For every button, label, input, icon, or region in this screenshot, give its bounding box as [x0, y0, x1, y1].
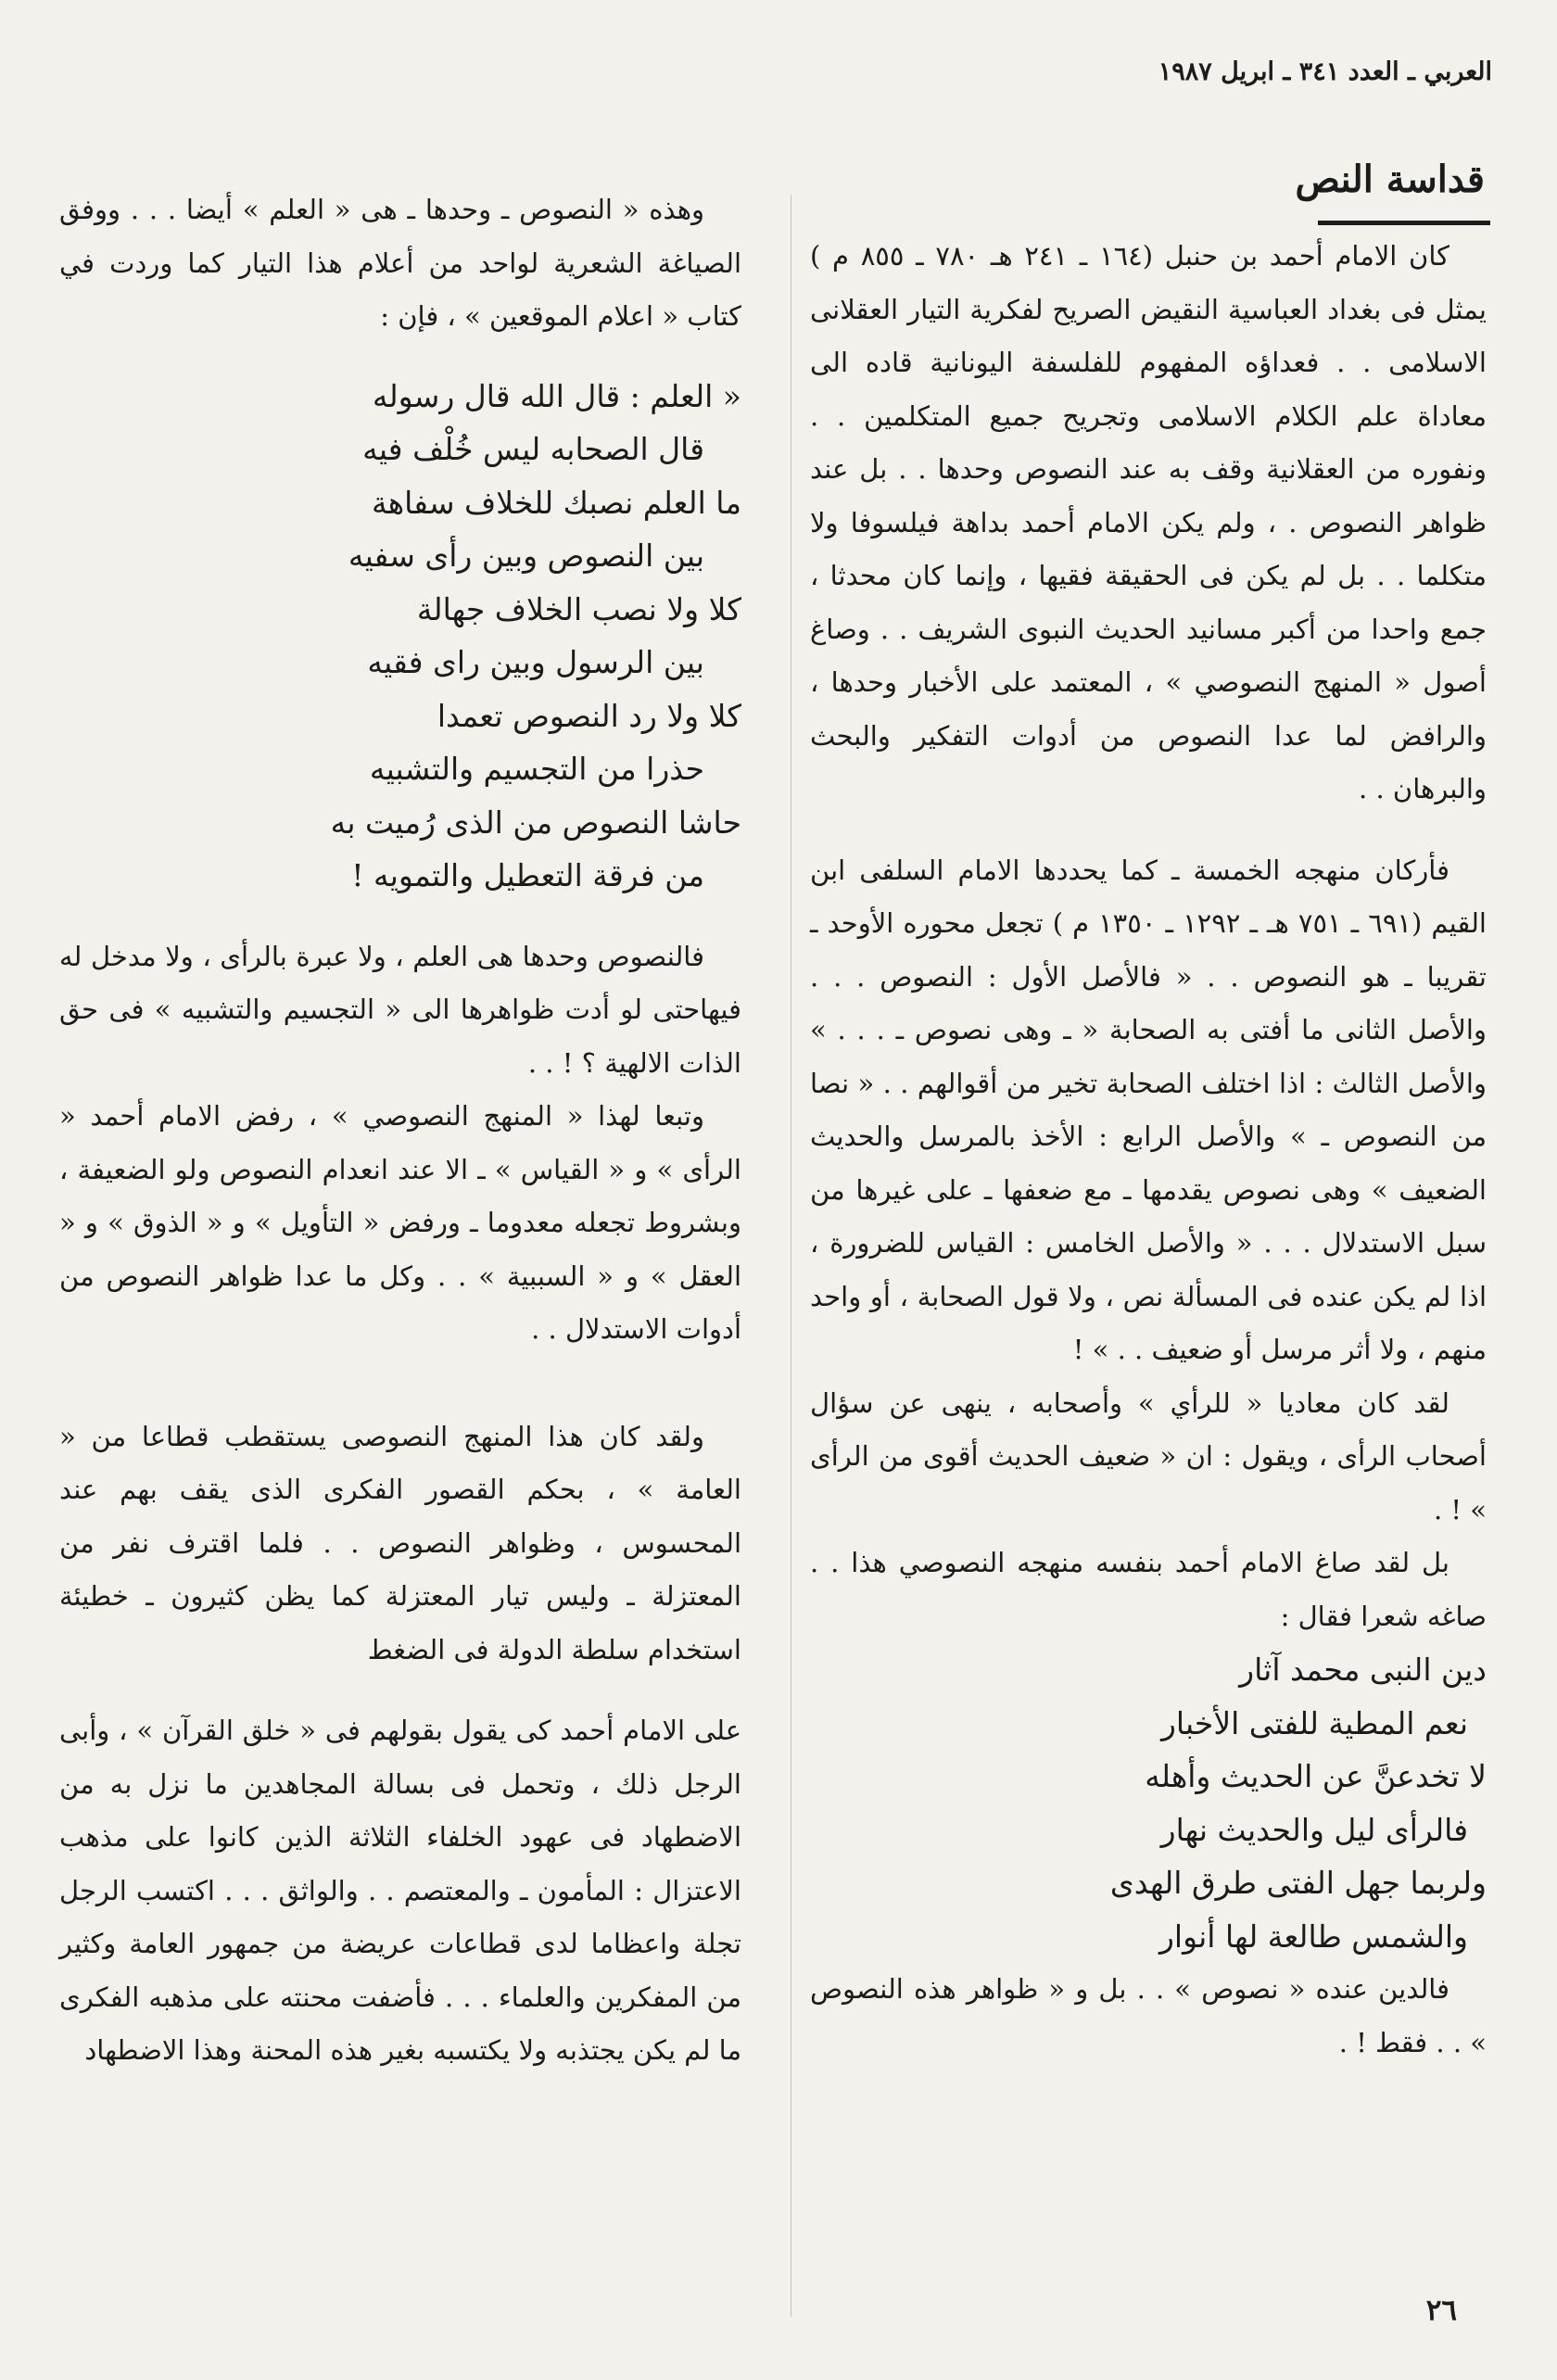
poem-line: قال الصحابه ليس خُلْف فيه: [362, 431, 704, 467]
poem-line: بين النصوص وبين رأى سفيه: [348, 538, 704, 574]
running-head: العربي ـ العدد ٣٤١ ـ ابريل ١٩٨٧: [1158, 57, 1492, 86]
poem-line: لا تخدعنَّ عن الحديث وأهله: [1145, 1758, 1487, 1794]
poem-line: كلا ولا رد النصوص تعمدا: [437, 697, 741, 734]
poem-line: فالرأى ليل والحديث نهار: [1160, 1811, 1468, 1848]
paragraph: وهذه « النصوص ـ وحدها ـ هى « العلم » أيضا . . . ووفق الصياغة الشعرية لواحد من أعلام هذا التيار كما وردت في كتاب « اعلام الموقعين » ، فإن :: [59, 194, 741, 332]
paragraph: لقد كان معاديا « للرأي » وأصحابه ، ينهى عن سؤال أصحاب الرأى ، ويقول : ان « ضعيف الحديث أقوى من الرأى » ! .: [810, 1386, 1487, 1525]
paragraph: وتبعا لهذا « المنهج النصوصي » ، رفض الامام أحمد « الرأى » و « القياس » ـ الا عند انعدام النصوص ولو الضعيفة ، وبشروط تجعله معدوما ـ ورفض « التأويل » و « الذوق » و « العقل » و « السببية » . . وكل ما عدا ظواهر النصوص من أدوات الاستدلال . .: [59, 1100, 741, 1345]
right-column: [810, 230, 1487, 2070]
paragraph: على الامام أحمد كى يقول بقولهم فى « خلق القرآن » ، وأبى الرجل ذلك ، وتحمل فى بسالة المجاهدين ما نزل به من الاضطهاد فى عهود الخلفاء الثلاثة الذين كانوا على مذهب الاعتزال : المأمون ـ والمعتصم . . والواثق . . . اكتسب الرجل تجلة واعظاما لدى قطاعات عريضة من جمهور العامة وكثير من المفكرين والعلماء . . . فأضفت محنته على مذهبه الفكرى ما لم يكن يجتذبه ولا يكتسبه بغير هذه المحنة وهذا الاضطهاد: [59, 1715, 741, 2066]
page-number: ٢٦: [1425, 2294, 1457, 2327]
paragraph: فأركان منهجه الخمسة ـ كما يحددها الامام السلفى ابن القيم (٦٩١ ـ ٧٥١ هـ ـ ١٢٩٢ ـ ١٣٥٠ م ) تجعل محوره الأوحد ـ تقريبا ـ هو النصوص . . « فالأصل الأول : النصوص . . . والأصل الثانى ما أفتى به الصحابة « ـ وهى نصوص ـ . . . » والأصل الثالث : اذا اختلف الصحابة تخير من أقوالهم . . « نصا من النصوص ـ » والأصل الرابع : الأخذ بالمرسل والحديث الضعيف » وهى نصوص يقدمها ـ مع ضعفها ـ على غيرها من سبل الاستدلال . . . « والأصل الخامس : القياس للضرورة ، اذا لم يكن عنده فى المسألة نص ، ولا قول الصحابة ، أو واحد منهم ، ولا أثر مرسل أو ضعيف . . » !: [810, 854, 1487, 1365]
paragraph: كان الامام أحمد بن حنبل (١٦٤ ـ ٢٤١ هـ ٧٨٠ ـ ٨٥٥ م ) يمثل فى بغداد العباسية النقيض الصريح لفكرية التيار العقلانى الاسلامى . . فعداؤه المفهوم للفلسفة اليونانية قاده الى معاداة علم الكلام الاسلامى وتجريح جميع المتكلمين . . ونفوره من العقلانية وقف به عند النصوص وحدها . . بل عند ظواهر النصوص . ، ولم يكن الامام أحمد بداهة فيلسوفا ولا متكلما . . بل لم يكن فى الحقيقة فقيها ، وإنما كان محدثا ، جمع واحدا من أكبر مسانيد الحديث النبوى الشريف . . وصاغ أصول « المنهج النصوصي » ، المعتمد على الأخبار وحدها ، والرافض لما عدا النصوص من أدوات التفكير والبحث والبرهان . .: [810, 240, 1487, 804]
paragraph: ولقد كان هذا المنهج النصوصى يستقطب قطاعا من « العامة » ، بحكم القصور الفكرى الذى يقف بهم عند المحسوس ، وظواهر النصوص . . فلما اقترف نفر من المعتزلة ـ وليس تيار المعتزلة كما يظن كثيرون ـ خطيئة استخدام سلطة الدولة فى الضغط: [59, 1420, 741, 1665]
poem-line: كلا ولا نصب الخلاف جهالة: [416, 590, 741, 627]
poem-line: والشمس طالعة لها أنوار: [1158, 1918, 1468, 1955]
article-title: قداسة النص: [1295, 158, 1485, 201]
left-column: [59, 184, 741, 2078]
poem-line: بين الرسول وبين راى فقيه: [367, 644, 704, 680]
poem-line: « العلم : قال الله قال رسوله: [372, 377, 741, 414]
poem: [59, 370, 741, 903]
poem-line: ولربما جهل الفتى طرق الهدى: [1109, 1865, 1487, 1901]
paragraph: بل لقد صاغ الامام أحمد بنفسه منهجه النصوصي هذا . . صاغه شعرا فقال :: [810, 1547, 1487, 1632]
title-underline: [1318, 221, 1490, 225]
paragraph: فالدين عنده « نصوص » . . بل و « ظواهر هذه النصوص » . . فقط ! .: [810, 1973, 1487, 2058]
poem-line: من فرقة التعطيل والتمويه !: [351, 857, 704, 893]
poem-line: حذرا من التجسيم والتشبيه: [369, 751, 704, 787]
poem-line: دين النبى محمد آثار: [1239, 1652, 1487, 1688]
poem-line: ما العلم نصبك للخلاف سفاهة: [372, 484, 741, 521]
poem-line: نعم المطية للفتى الأخبار: [1160, 1704, 1468, 1741]
paragraph: فالنصوص وحدها هى العلم ، ولا عبرة بالرأى ، ولا مدخل له فيهاحتى لو أدت ظواهرها الى « التجسيم والتشبيه » فى حق الذات الالهية ؟ ! . .: [59, 940, 741, 1079]
poem: [810, 1643, 1487, 1963]
poem-line: حاشا النصوص من الذى رُميت به: [330, 804, 741, 841]
